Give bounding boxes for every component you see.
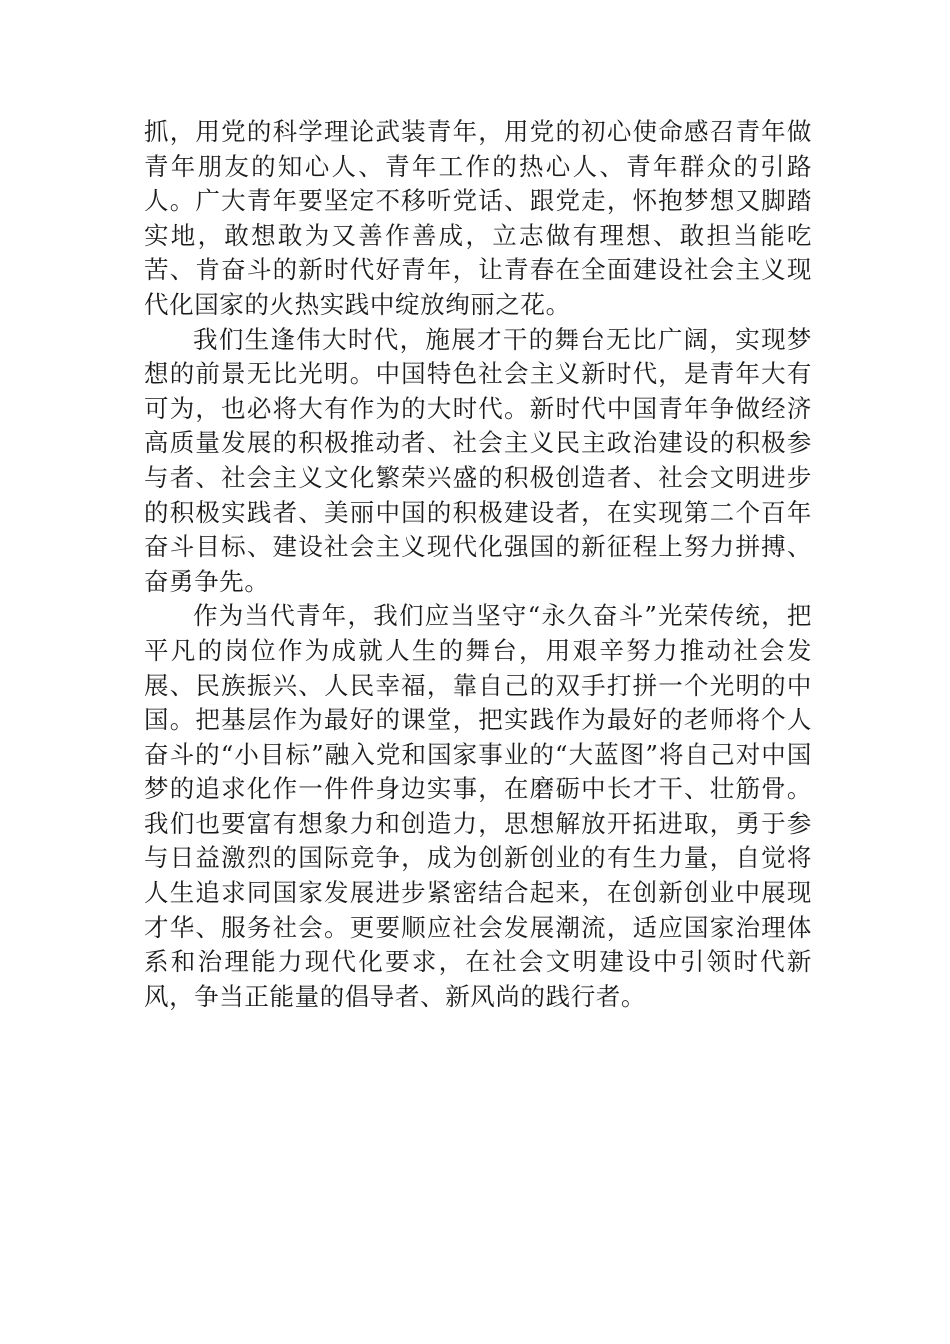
paragraph: 作为当代青年，我们应当坚守“永久奋斗”光荣传统，把平凡的岗位作为成就人生的舞台，用艰辛努力推动社会发展、民族振兴、人民幸福，靠自己的双手打拼一个光明的中国。把基层作为最好的课堂，把实践作为最好的老师将个人奋斗的“小目标”融入党和国家事业的“大蓝图”将自己对中国梦的追求化作一件件身边实事，在磨砺中长才干、壮筋骨。我们也要富有想象力和创造力，思想解放开拓进取，勇于参与日益激烈的国际竞争，成为创新创业的有生力量，自觉将人生追求同国家发展进步紧密结合起来，在创新创业中展现才华、服务社会。更要顺应社会发展潮流，适应国家治理体系和治理能力现代化要求，在社会文明建设中引领时代新风，争当正能量的倡导者、新风尚的践行者。 [144, 601, 812, 1011]
paragraph: 我们生逢伟大时代，施展才干的舞台无比广阔，实现梦想的前景无比光明。中国特色社会主义新时代，是青年大有可为，也必将大有作为的大时代。新时代中国青年争做经济高质量发展的积极推动者、社会主义民主政治建设的积极参与者、社会主义文化繁荣兴盛的积极创造者、社会文明进步的积极实践者、美丽中国的积极建设者，在实现第二个百年奋斗目标、建设社会主义现代化强国的新征程上努力拼搏、奋勇争先。 [144, 324, 812, 596]
body-text [144, 115, 812, 1014]
paragraph-continued: 抓，用党的科学理论武装青年，用党的初心使命感召青年做青年朋友的知心人、青年工作的热心人、青年群众的引路人。广大青年要坚定不移听党话、跟党走，怀抱梦想又脚踏实地，敢想敢为又善作善成，立志做有理想、敢担当能吃苦、肯奋斗的新时代好青年，让青春在全面建设社会主义现代化国家的火热实践中绽放绚丽之花。 [144, 117, 812, 319]
